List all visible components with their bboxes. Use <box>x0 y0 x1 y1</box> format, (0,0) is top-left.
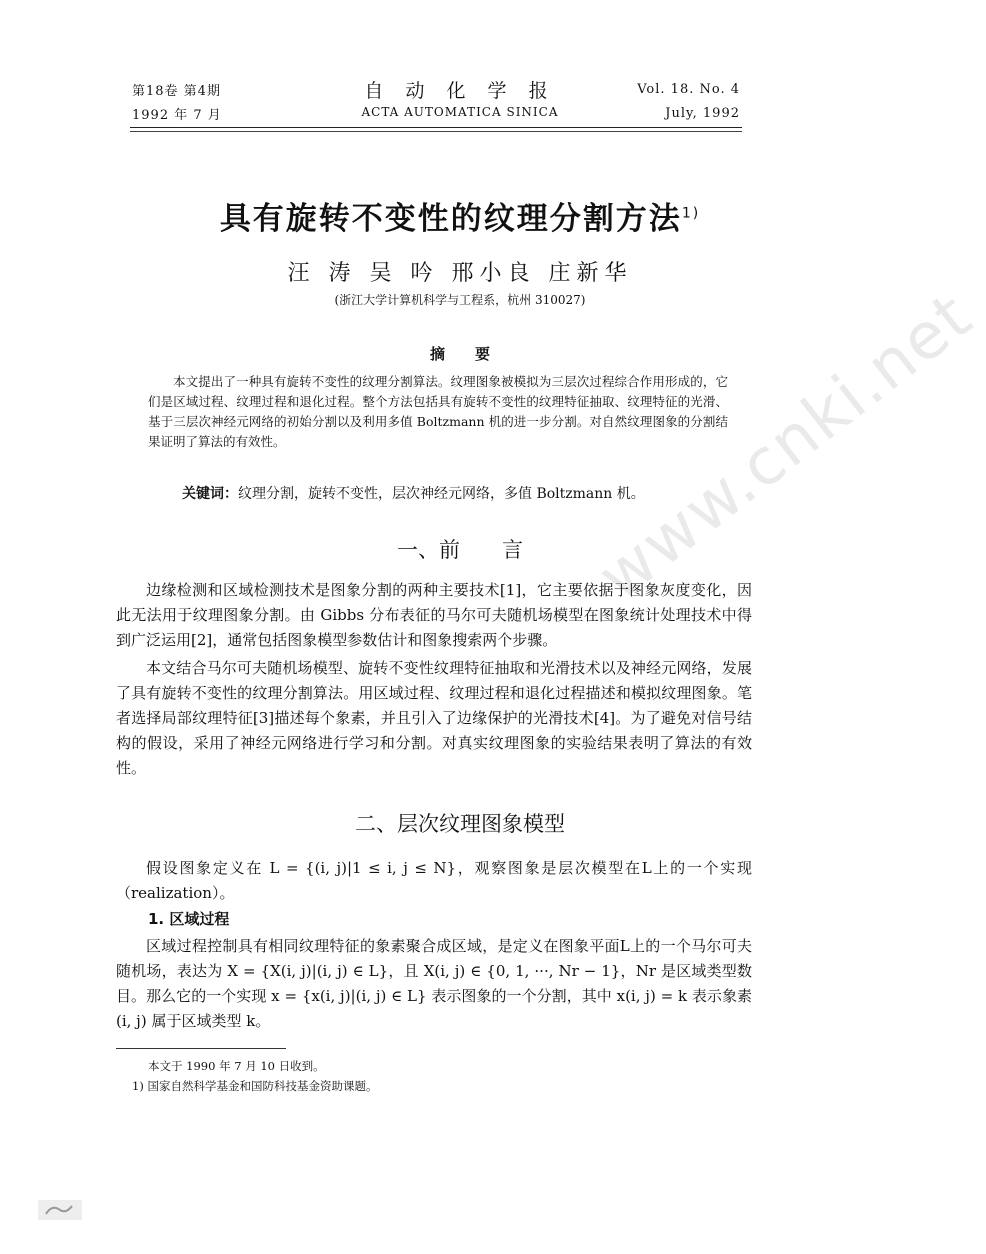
footnote-rule <box>116 1048 286 1049</box>
journal-title-en: ACTA AUTOMATICA SINICA <box>361 105 559 119</box>
section-heading-intro: 一、前 言 <box>397 538 523 562</box>
journal-title: 自 动 化 学 报 <box>364 80 556 102</box>
title-note: 1) <box>681 205 701 222</box>
model-paragraph-1: 假设图象定义在 L = {(i, j)|1 ≤ i, j ≤ N}，观察图象是层次模型在L上的一个实现（realization）。 <box>116 859 752 902</box>
subsection-heading-region: 1. 区域过程 <box>148 910 230 928</box>
abstract-heading: 摘 要 <box>429 345 490 363</box>
corner-logo-icon <box>38 1200 82 1220</box>
header-rule <box>130 127 742 128</box>
affiliation: (浙江大学计算机科学与工程系，杭州 310027) <box>334 293 586 307</box>
footnote-received: 本文于 1990 年 7 月 10 日收到。 <box>148 1059 325 1073</box>
paper-title: 具有旋转不变性的纹理分割方法$^{1)}$ <box>219 201 701 237</box>
intro-paragraph-1: 边缘检测和区域检测技术是图象分割的两种主要技术[1]，它主要依据于图象灰度变化，因此无法用于纹理图象分割。由 Gibbs 分布表征的马尔可夫随机场模型在图象统计处理技术中得到广泛运用[2]，通常包括图象模型参数估计和图象搜索两个步骤。 <box>116 581 752 649</box>
issue-date: 1992 年 7 月 <box>132 108 222 123</box>
issue-date-en: July, 1992 <box>665 106 740 121</box>
abstract-text: 本文提出了一种具有旋转不变性的纹理分割算法。纹理图象被模拟为三层次过程综合作用形成的，它们是区域过程、纹理过程和退化过程。整个方法包括具有旋转不变性的纹理特征抽取、纹理特征的光滑、基于三层次神经元网络的初始分割以及利用多值 Boltzmann 机的进一步分割。对自然纹理图象的分割结果证明了算法的有效性。 <box>148 374 728 449</box>
section-heading-model: 二、层次纹理图象模型 <box>355 812 565 836</box>
volume-issue: 第18卷 第4期 <box>132 84 221 99</box>
keywords-text: 纹理分割，旋转不变性，层次神经元网络，多值 Boltzmann 机。 <box>238 486 645 502</box>
volume-issue-en: Vol. 18. No. 4 <box>637 82 740 97</box>
intro-paragraph-2: 本文结合马尔可夫随机场模型、旋转不变性纹理特征抽取和光滑技术以及神经元网络，发展了具有旋转不变性的纹理分割算法。用区域过程、纹理过程和退化过程描述和模拟纹理图象。笔者选择局部纹理特征[3]描述每个象素，并且引入了边缘保护的光滑技术[4]。为了避免对信号结构的假设，采用了神经元网络进行学习和分割。对真实纹理图象的实验结果表明了算法的有效性。 <box>116 659 752 777</box>
region-paragraph: 区域过程控制具有相同纹理特征的象素聚合成区域，是定义在图象平面L上的一个马尔可夫随机场，表达为 X = {X(i, j)|(i, j) ∈ L}，且 X(i, j) ∈ {0, 1, ···, Nr − 1}，Nr 是区域类型数目。那么它的一个实现 x = {x(i, j)|(i, j) ∈ L} 表示图象的一个分割，其中 x(i, j) = k 表示象素 (i, j) 属于区域类型 k。 <box>116 937 752 1030</box>
authors: 汪 涛 吴 吟 邢小良 庄新华 <box>287 261 633 286</box>
keywords-label: 关键词： <box>182 486 238 502</box>
watermark: www.cnki.net <box>585 278 986 616</box>
header-rule-thin <box>130 131 742 132</box>
footnote-funding: 1) 国家自然科学基金和国防科技基金资助课题。 <box>132 1079 378 1093</box>
